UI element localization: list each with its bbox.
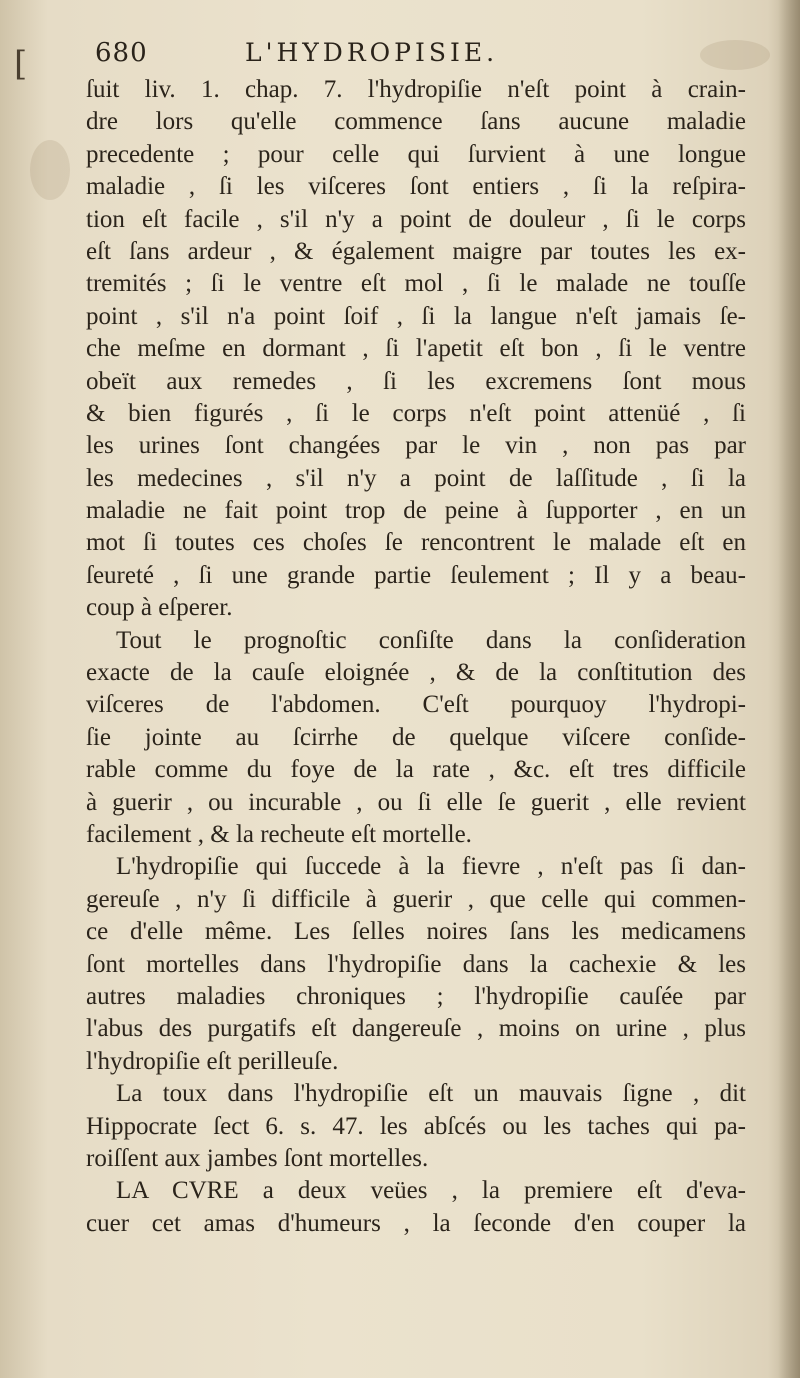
text-line: L'hydropiſie qui ſuccede à la fievre , n'eſt pas ſi dan- — [116, 853, 746, 881]
text-line: ſeureté , ſi une grande partie ſeulement ; Il y a beau- — [86, 561, 746, 589]
text-line: autres maladies chroniques ; l'hydropiſie cauſée par — [86, 982, 746, 1010]
text-line: ſont mortelles dans l'hydropiſie dans la cachexie & les — [86, 950, 746, 978]
text-line: Hippocrate ſect 6. s. 47. les abſcés ou les taches qui pa- — [86, 1112, 746, 1140]
text-line: dre lors qu'elle commence ſans aucune maladie — [86, 108, 746, 136]
paragraph — [86, 1175, 746, 1240]
text-line: maladie ne fait point trop de peine à ſupporter , en un — [86, 497, 746, 525]
page-number: 680 — [95, 38, 148, 68]
running-title: L'HYDROPISIE. — [245, 38, 499, 67]
text-line: rable comme du foye de la rate , &c. eſt tres difficile — [86, 756, 746, 784]
paragraph — [86, 851, 746, 1078]
text-line: les urines ſont changées par le vin , non pas par — [86, 432, 746, 460]
text-line: facilement , & la recheute eſt mortelle. — [86, 820, 472, 848]
text-line: l'abus des purgatifs eſt dangereuſe , moins on urine , plus — [86, 1015, 746, 1043]
text-line: à guerir , ou incurable , ou ſi elle ſe guerit , elle revient — [86, 788, 746, 816]
running-head — [95, 38, 735, 78]
paragraph — [86, 74, 746, 625]
margin-bracket: [ — [14, 44, 28, 84]
paper-stain — [30, 140, 70, 200]
text-line: ſuit liv. 1. chap. 7. l'hydropiſie n'eſt point à crain- — [86, 76, 746, 103]
text-line: eſt ſans ardeur , & également maigre par toutes les ex- — [86, 237, 746, 265]
text-line: precedente ; pour celle qui ſurvient à une longue — [86, 140, 746, 168]
text-line: gereuſe , n'y ſi difficile à guerir , que celle qui commen- — [86, 885, 746, 913]
text-line: mot ſi toutes ces choſes ſe rencontrent le malade eſt en — [86, 529, 746, 557]
text-line: l'hydropiſie eſt perilleuſe. — [86, 1047, 339, 1075]
text-line: ce d'elle même. Les ſelles noires ſans les medicamens — [86, 918, 746, 946]
text-line: cuer cet amas d'humeurs , la ſeconde d'en couper la — [86, 1209, 746, 1237]
text-line: tremités ; ſi le ventre eſt mol , ſi le malade ne touſſe — [86, 270, 746, 298]
text-line: ſie jointe au ſcirrhe de quelque viſcere conſide- — [86, 723, 746, 751]
text-line: maladie , ſi les viſceres ſont entiers , ſi la reſpira- — [86, 173, 746, 201]
text-line: La toux dans l'hydropiſie eſt un mauvais ſigne , dit — [116, 1080, 746, 1108]
text-line: les medecines , s'il n'y a point de laſſitude , ſi la — [86, 464, 746, 492]
text-line: & bien figurés , ſi le corps n'eſt point attenüé , ſi — [86, 399, 746, 427]
text-line: che meſme en dormant , ſi l'apetit eſt bon , ſi le ventre — [86, 335, 746, 363]
text-line: point , s'il n'a point ſoif , ſi la langue n'eſt jamais ſe- — [86, 302, 746, 330]
body-text — [86, 74, 746, 1240]
text-line: obeït aux remedes , ſi les excremens ſont mous — [86, 367, 746, 395]
paragraph — [86, 625, 746, 852]
text-line: Tout le prognoſtic conſiſte dans la conſideration — [116, 626, 746, 654]
text-line: viſceres de l'abdomen. C'eſt pourquoy l'hydropi- — [86, 691, 746, 719]
text-line: tion eſt facile , s'il n'y a point de douleur , ſi le corps — [86, 205, 746, 233]
paragraph — [86, 1078, 746, 1175]
text-line: coup à eſperer. — [86, 594, 233, 622]
text-line: roiſſent aux jambes ſont mortelles. — [86, 1144, 429, 1172]
text-line: exacte de la cauſe eloignée , & de la conſtitution des — [86, 659, 746, 687]
text-line: LA CVRE a deux veües , la premiere eſt d'eva- — [116, 1177, 746, 1205]
